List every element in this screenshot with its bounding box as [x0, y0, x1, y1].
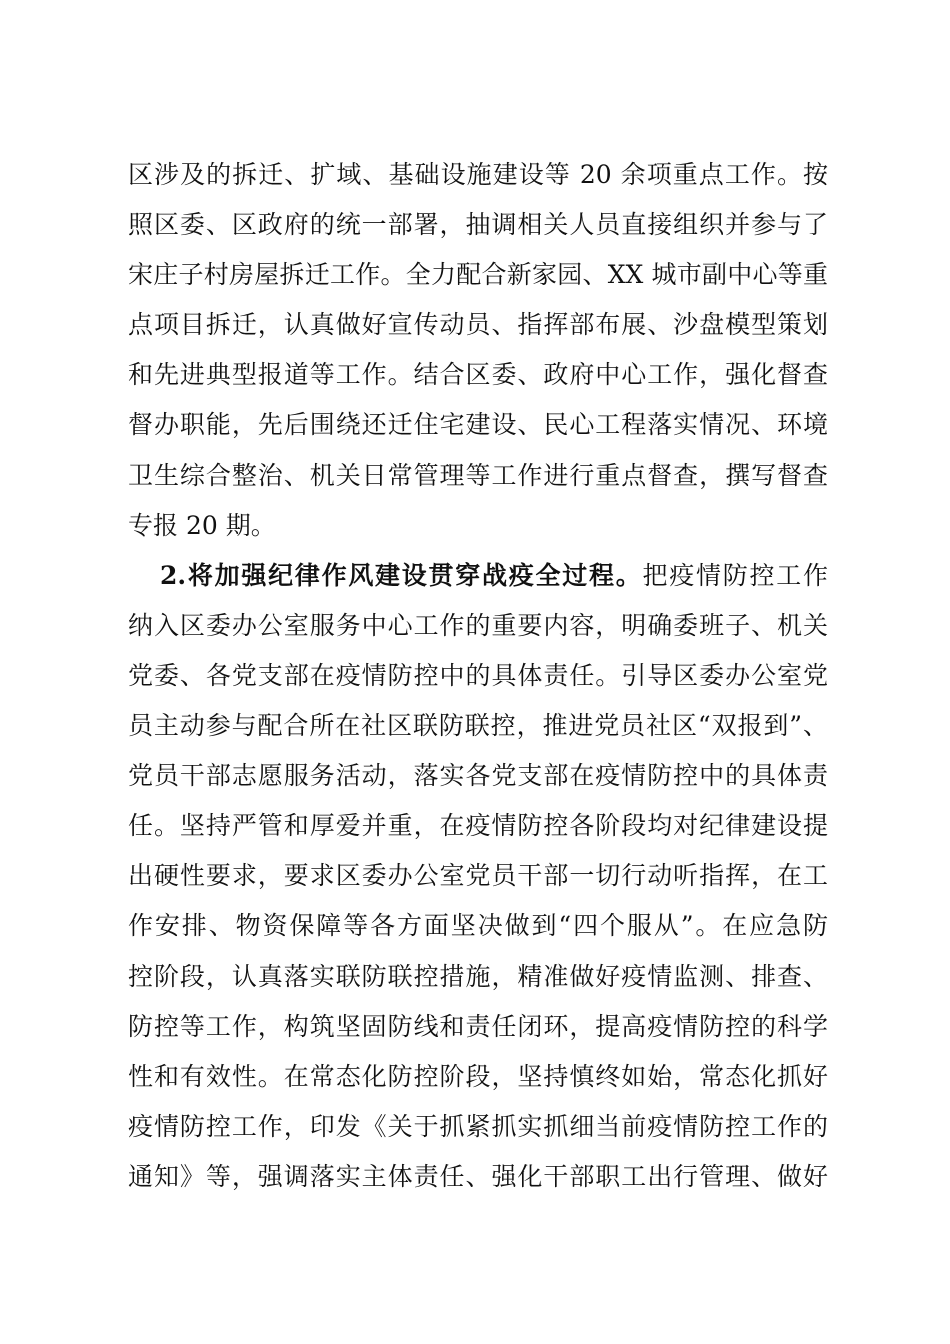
text-line: 员主动参与配合所在社区联防联控，推进党员社区“双报到”、 — [128, 711, 828, 741]
text-line: 卫生综合整治、机关日常管理等工作进行重点督查，撰写督查 — [128, 460, 828, 490]
paragraph-2-first-line — [128, 551, 828, 601]
text-line: 任。坚持严管和厚爱并重，在疫情防控各阶段均对纪律建设提 — [128, 811, 828, 841]
text-line: 疫情防控工作，印发《关于抓紧抓实抓细当前疫情防控工作的 — [128, 1111, 828, 1141]
text-line: 纳入区委办公室服务中心工作的重要内容，明确委班子、机关 — [128, 610, 828, 640]
text-line: 照区委、区政府的统一部署，抽调相关人员直接组织并参与了 — [128, 210, 828, 240]
text-line: 党员干部志愿服务活动，落实各党支部在疫情防控中的具体责 — [128, 761, 828, 791]
text-line: 出硬性要求，要求区委办公室党员干部一切行动听指挥，在工 — [128, 861, 828, 891]
text-line: 控阶段，认真落实联防联控措施，精准做好疫情监测、排查、 — [128, 961, 828, 991]
section-heading: 2.将加强纪律作风建设贯穿战疫全过程。 — [160, 560, 643, 590]
text-line: 党委、各党支部在疫情防控中的具体责任。引导区委办公室党 — [128, 660, 828, 690]
text-line: 和先进典型报道等工作。结合区委、政府中心工作，强化督查 — [128, 360, 828, 390]
text-line: 区涉及的拆迁、扩域、基础设施建设等 20 余项重点工作。按 — [128, 160, 828, 189]
text-line: 通知》等，强调落实主体责任、强化干部职工出行管理、做好 — [128, 1161, 828, 1191]
text-line: 防控等工作，构筑坚固防线和责任闭环，提高疫情防控的科学 — [128, 1011, 828, 1041]
text-line: 作安排、物资保障等各方面坚决做到“四个服从”。在应急防 — [128, 911, 828, 941]
text-line: 宋庄子村房屋拆迁工作。全力配合新家园、XX 城市副中心等重 — [128, 260, 828, 290]
body-text — [128, 150, 828, 1202]
text-line-rest: 把疫情防控工作 — [642, 560, 828, 590]
text-line: 专报 20 期。 — [128, 510, 276, 540]
text-line: 性和有效性。在常态化防控阶段，坚持慎终如始，常态化抓好 — [128, 1061, 828, 1091]
text-line: 督办职能，先后围绕还迁住宅建设、民心工程落实情况、环境 — [128, 410, 828, 440]
text-line: 点项目拆迁，认真做好宣传动员、指挥部布展、沙盘模型策划 — [128, 310, 828, 340]
